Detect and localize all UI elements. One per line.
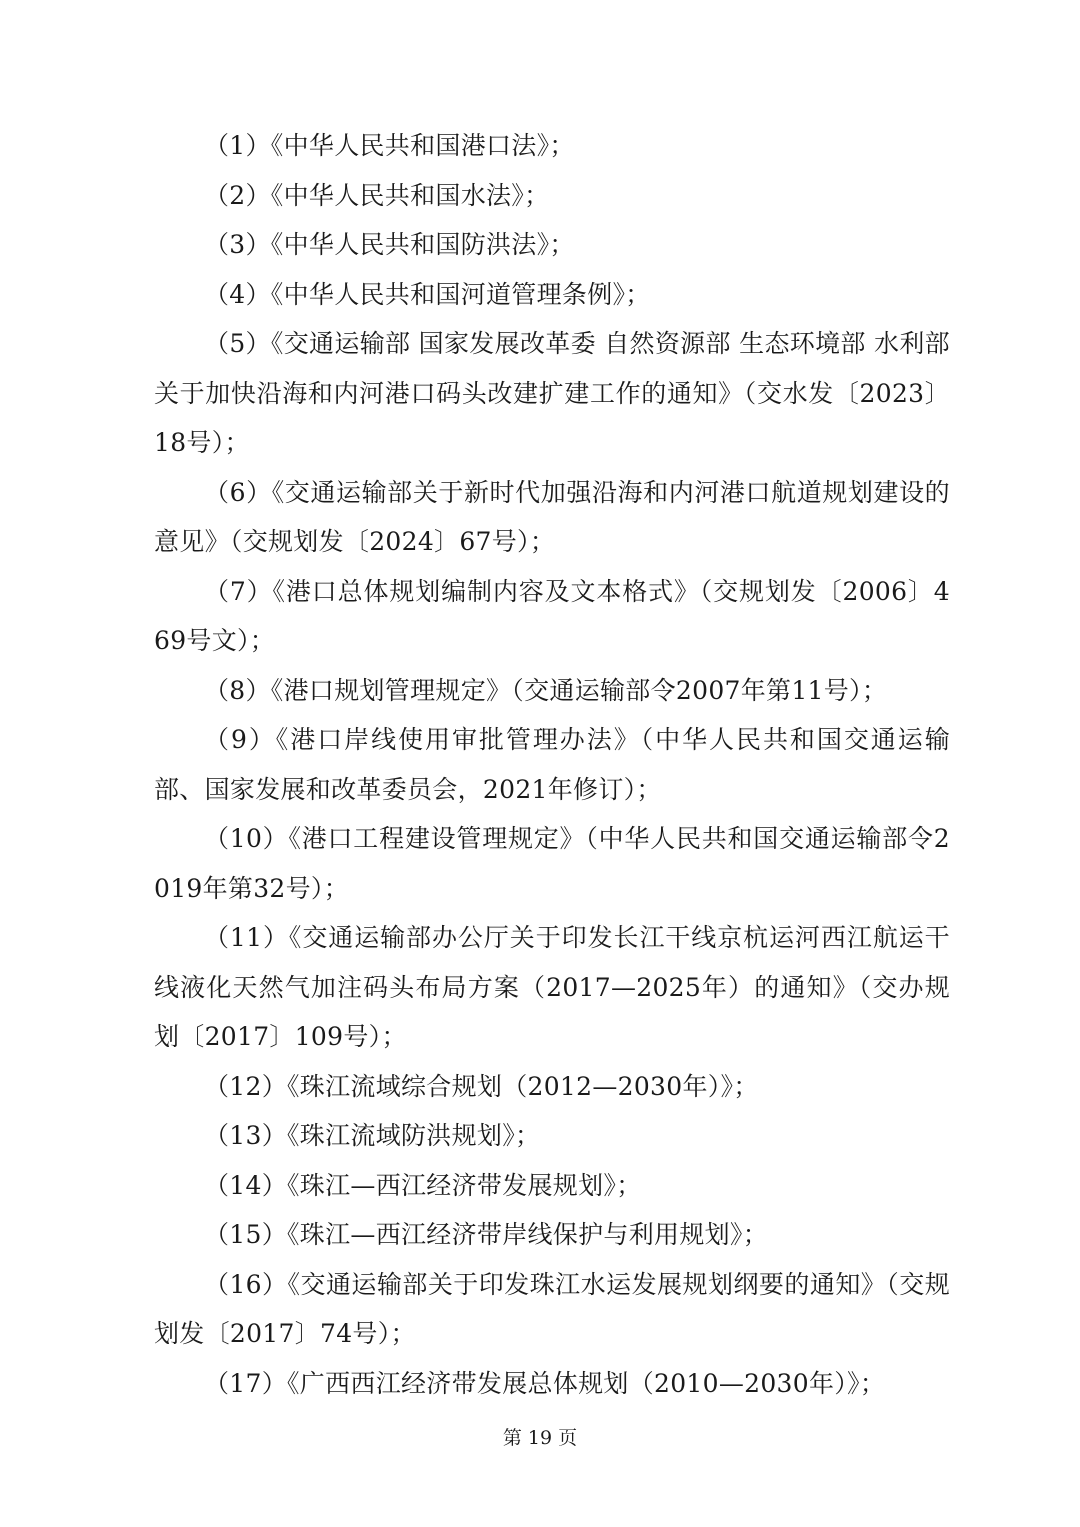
list-item: （1）《中华人民共和国港口法》；: [204, 131, 575, 160]
list-item: （9）《港口岸线使用审批管理办法》（中华人民共和国交通运输部、国家发展和改革委员会，2021年修订）；: [154, 725, 950, 804]
list-item: （8）《港口规划管理规定》（交通运输部令2007年第11号）；: [204, 675, 888, 705]
list-item: （11）《交通运输部办公厅关于印发长江干线京杭运河西江航运干线液化天然气加注码头布局方案（2017—2025年）的通知》（交办规划〔2017〕109号）；: [154, 923, 950, 1051]
list-item: （7）《港口总体规划编制内容及文本格式》（交规划发〔2006〕469号文）；: [154, 576, 950, 655]
list-item: （17）《广西西江经济带发展总体规划（2010—2030年）》；: [204, 1368, 886, 1398]
list-item: （10）《港口工程建设管理规定》（中华人民共和国交通运输部令2019年第32号）；: [154, 824, 950, 903]
list-item: （2）《中华人民共和国水法》；: [204, 180, 550, 210]
list-item: （16）《交通运输部关于印发珠江水运发展规划纲要的通知》（交规划发〔2017〕74号）；: [154, 1269, 950, 1348]
list-item: （5）《交通运输部 国家发展改革委 自然资源部 生态环境部 水利部关于加快沿海和内河港口码头改建扩建工作的通知》（交水发〔2023〕18号）；: [154, 329, 950, 457]
list-item: （6）《交通运输部关于新时代加强沿海和内河港口航道规划建设的意见》（交规划发〔2024〕67号）；: [154, 477, 950, 556]
list-item: （3）《中华人民共和国防洪法》；: [204, 230, 575, 259]
list-item: （4）《中华人民共和国河道管理条例》；: [204, 279, 651, 309]
list-item: （14）《珠江—西江经济带发展规划》；: [204, 1170, 642, 1200]
document-body: [154, 121, 950, 1408]
list-item: （13）《珠江流域防洪规划》；: [204, 1121, 541, 1150]
page-number: 第 19 页: [502, 1427, 578, 1449]
list-item: （15）《珠江—西江经济带岸线保护与利用规划》；: [204, 1220, 769, 1249]
list-item: （12）《珠江流域综合规划（2012—2030年）》；: [204, 1071, 759, 1101]
